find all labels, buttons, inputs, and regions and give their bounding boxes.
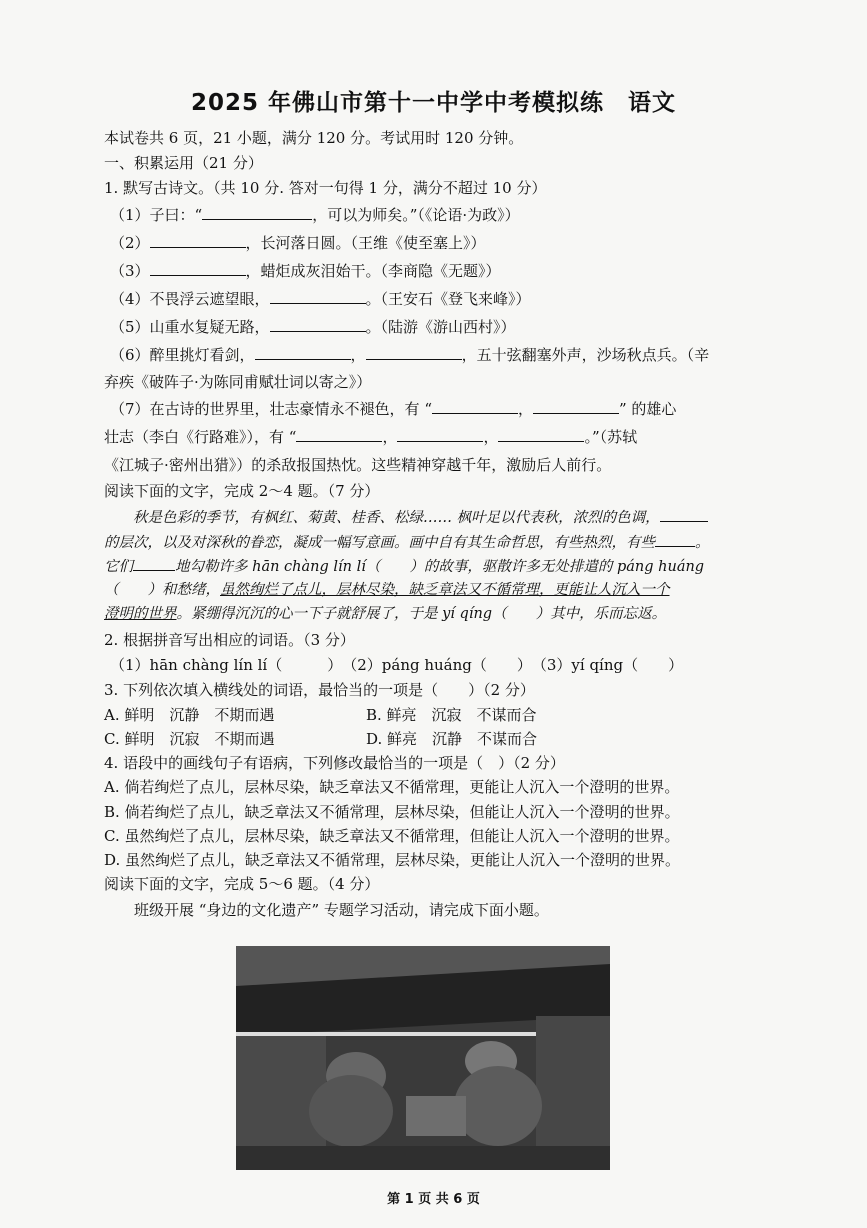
passage-text: （ ）和愁绪， [104,582,220,598]
q1-item-5 [110,317,770,337]
q1-item-4-prefix: （4）不畏浮云遮望眼， [110,290,270,308]
q1-item-7-sep: ， [517,400,533,418]
page-footer: 第 1 页 共 6 页 [387,1192,480,1207]
passage-text: 。 [695,535,710,551]
passage-line-4 [104,580,764,600]
answer-blank[interactable] [150,261,246,276]
q1-stem: 1. 默写古诗文。（共 10 分. 答对一句得 1 分，满分不超过 10 分） [104,179,547,197]
answer-blank[interactable] [270,289,366,304]
q1-item-7-line2 [104,427,764,447]
q1-item-5-suffix: 。（陆游《游山西村》） [365,318,516,336]
q1-item-7-sep: ， [382,428,398,446]
answer-blank[interactable] [150,233,246,248]
q1-item-6-sep: ， [350,346,366,364]
q1-item-1 [110,205,770,225]
answer-blank[interactable] [133,556,175,571]
q1-item-4-suffix: 。（王安石《登飞来峰》） [365,290,531,308]
answer-blank[interactable] [655,532,695,547]
section-heading: 一、积累运用（21 分） [104,154,263,172]
answer-blank[interactable] [202,205,312,220]
q1-item-7 [110,399,770,419]
q1-item-6-cont: 弃疾《破阵子·为陈同甫赋壮词以寄之》） [104,373,372,391]
answer-blank[interactable] [533,399,619,414]
answer-blank[interactable] [255,345,351,360]
q1-item-6-prefix: （6）醉里挑灯看剑， [110,346,255,364]
answer-blank[interactable] [498,427,584,442]
q2-stem: 2. 根据拼音写出相应的词语。（3 分） [104,631,355,649]
q2-items: （1）hān chàng lín lí（ ） （2）páng huáng（ ） （3）yí qíng（ ） [110,656,684,674]
q1-item-5-prefix: （5）山重水复疑无路， [110,318,270,336]
passage-text: 地勾勒许多 hān chàng lín lí（ ）的故事，驱散许多无处排遣的 páng huáng [175,559,705,575]
underlined-sentence: 虽然绚烂了点儿，层林尽染，缺乏章法又不循常理，更能让人沉入一个 [220,582,670,598]
reading-instruction-1: 阅读下面的文字，完成 2～4 题。（7 分） [104,482,380,500]
q1-item-2 [110,233,770,253]
passage-text: 它们 [104,559,133,575]
q1-item-1-suffix: ，可以为师矣。”（《论语·为政》） [312,206,520,224]
answer-blank[interactable] [270,317,366,332]
q4-option-d[interactable]: D. 虽然绚烂了点儿，缺乏章法又不循常理，层林尽染，更能让人沉入一个澄明的世界。 [104,851,681,869]
heritage-photo [236,946,610,1170]
passage-text: 的层次，以及对深秋的眷恋，凝成一幅写意画。画中自有其生命哲思，有些热烈，有些 [104,535,655,551]
passage-line-3 [104,556,764,577]
q1-item-4 [110,289,770,309]
q1-item-3-suffix: ，蜡炬成灰泪始干。（李商隐《无题》） [245,262,501,280]
q3-option-d[interactable]: D. 鲜亮 沉静 不谋而合 [366,730,538,748]
q1-item-1-prefix: （1）子曰：“ [110,206,203,224]
answer-blank[interactable] [432,399,518,414]
q1-item-2-suffix: ，长河落日圆。（王维《使至塞上》） [245,234,486,252]
answer-blank[interactable] [660,507,708,522]
passage-line-5 [104,604,764,624]
q1-item-7-sep: ， [483,428,499,446]
answer-blank[interactable] [366,345,462,360]
q4-stem: 4. 语段中的画线句子有语病，下列修改最恰当的一项是（ ）（2 分） [104,754,565,772]
q1-item-3-prefix: （3） [110,262,150,280]
q3-stem: 3. 下列依次填入横线处的词语，最恰当的一项是（ ）（2 分） [104,681,535,699]
q1-item-7-line2-prefix: 壮志（李白《行路难》），有 “ [104,428,297,446]
q3-option-c[interactable]: C. 鲜明 沉寂 不期而遇 [104,730,275,748]
passage-line-2 [104,532,764,553]
passage-text: 秋是色彩的季节，有枫红、菊黄、桂香、松绿…… 枫叶足以代表秋，浓烈的色调， [104,510,660,526]
q4-option-c[interactable]: C. 虽然绚烂了点儿，层林尽染，缺乏章法又不循常理，但能让人沉入一个澄明的世界。 [104,827,680,845]
q1-item-7-line3: 《江城子·密州出猎》）的杀敌报国热忱。这些精神穿越千年，激励后人前行。 [104,456,612,474]
passage-line-1 [104,507,764,528]
q4-option-a[interactable]: A. 倘若绚烂了点儿，层林尽染，缺乏章法又不循常理，更能让人沉入一个澄明的世界。 [104,778,680,796]
q1-item-6-suffix: ，五十弦翻塞外声，沙场秋点兵。（辛 [461,346,710,364]
q3-option-a[interactable]: A. 鲜明 沉静 不期而遇 [104,706,275,724]
q1-item-3 [110,261,770,281]
q3-option-b[interactable]: B. 鲜亮 沉寂 不谋而合 [366,706,537,724]
q1-item-7-suffix: ” 的雄心 [619,400,677,418]
q1-item-2-prefix: （2） [110,234,150,252]
photo-graphic [236,946,610,1170]
q1-item-7-prefix: （7）在古诗的世界里，壮志豪情永不褪色，有 “ [110,400,432,418]
answer-blank[interactable] [296,427,382,442]
reading-instruction-2: 阅读下面的文字，完成 5～6 题。（4 分） [104,875,380,893]
activity-intro: 班级开展 “身边的文化遗产” 专题学习活动，请完成下面小题。 [134,901,549,919]
q1-item-7-line2-suffix: 。”（苏轼 [584,428,638,446]
q1-item-6 [110,345,770,365]
exam-intro: 本试卷共 6 页，21 小题，满分 120 分。考试用时 120 分钟。 [104,129,524,147]
q4-option-b[interactable]: B. 倘若绚烂了点儿，缺乏章法又不循常理，层林尽染，但能让人沉入一个澄明的世界。 [104,803,680,821]
page-title: 2025 年佛山市第十一中学中考模拟练 语文 [190,90,677,116]
passage-text: 。紧绷得沉沉的心一下子就舒展了，于是 yí qíng（ ）其中，乐而忘返。 [176,606,667,622]
answer-blank[interactable] [397,427,483,442]
underlined-sentence: 澄明的世界 [104,606,177,622]
